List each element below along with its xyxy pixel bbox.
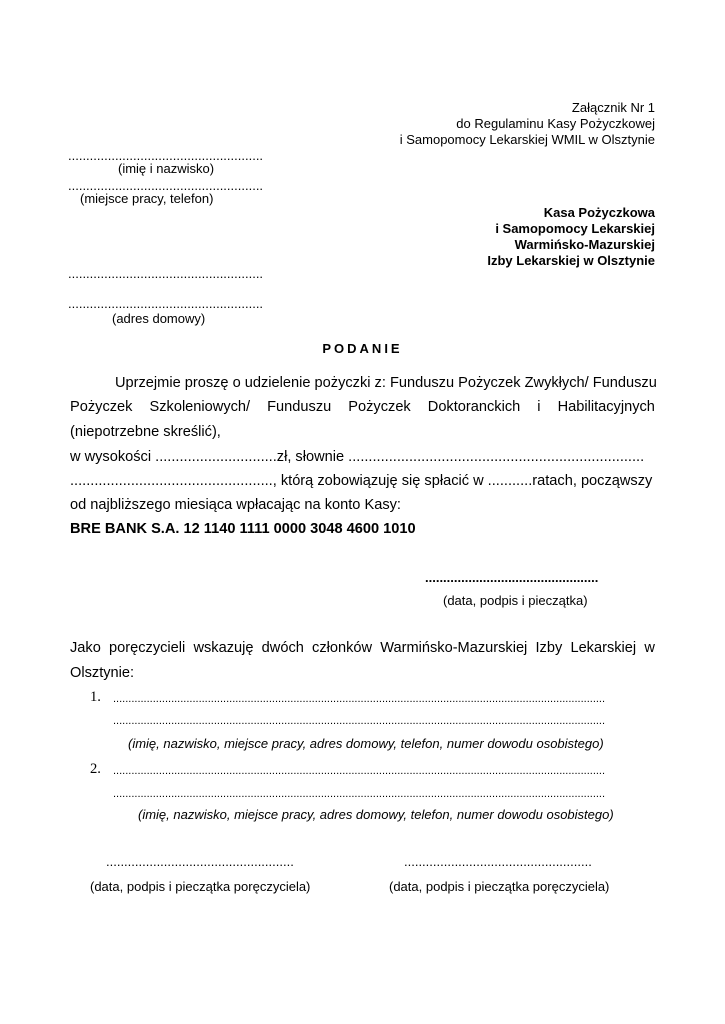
guarantors-intro-word: Jako xyxy=(70,640,101,656)
applicant-signature-dots: ................................................ xyxy=(425,570,599,585)
request-word: i xyxy=(537,399,541,415)
guarantor-1-caption: (imię, nazwisko, miejsce pracy, adres domowy, telefon, numer dowodu osobistego) xyxy=(128,736,604,751)
request-word: Szkoleniowych/ xyxy=(149,399,251,415)
applicant-name-caption: (imię i nazwisko) xyxy=(118,161,215,176)
annex-regulation: do Regulaminu Kasy Pożyczkowej xyxy=(456,116,655,131)
applicant-address-dots-1: ...................................................... xyxy=(68,266,264,281)
guarantor-1-dots-line-1: ................................................................................................................................................................. xyxy=(113,693,606,705)
guarantors-intro-word: członków xyxy=(312,640,373,656)
guarantors-intro-word: poręczycieli xyxy=(109,640,186,656)
guarantor-2-signature-dots: .................................................... xyxy=(404,854,592,869)
guarantor-2-signature-caption: (data, podpis i pieczątka poręczyciela) xyxy=(389,879,610,894)
guarantors-intro-word: w xyxy=(644,640,655,656)
recipient-address xyxy=(487,205,655,269)
guarantors-intro-word: Lekarskiej xyxy=(570,640,637,656)
annex-organization: i Samopomocy Lekarskiej WMIL w Olsztynie xyxy=(399,132,655,147)
request-line-2 xyxy=(70,398,655,416)
guarantors-intro-word: Izby xyxy=(535,640,563,656)
guarantor-1-signature-caption: (data, podpis i pieczątka poręczyciela) xyxy=(90,879,311,894)
request-line-3: (niepotrzebne skreślić), xyxy=(70,424,221,440)
request-word: Pożyczek xyxy=(348,399,411,415)
annex-number: Załącznik Nr 1 xyxy=(571,100,655,115)
guarantor-2-dots-line-2: ................................................................................................................................................................. xyxy=(113,788,606,800)
guarantor-1-number: 1. xyxy=(90,689,101,705)
applicant-address-dots-2: ...................................................... xyxy=(68,296,264,311)
account-intro-line: od najbliższego miesiąca wpłacając na konto Kasy: xyxy=(70,497,401,513)
recipient-line-1: Kasa Pożyczkowa xyxy=(543,205,655,220)
guarantors-intro-word: Warmińsko-Mazurskiej xyxy=(380,640,528,656)
guarantor-2-number: 2. xyxy=(90,761,101,777)
guarantors-intro-line-2: Olsztynie: xyxy=(70,665,135,681)
guarantor-1-dots-line-2: ................................................................................................................................................................. xyxy=(113,715,606,727)
guarantor-2-caption: (imię, nazwisko, miejsce pracy, adres domowy, telefon, numer dowodu osobistego) xyxy=(138,807,614,822)
applicant-signature-caption: (data, podpis i pieczątka) xyxy=(443,593,588,608)
installments-line: .................................................., którą zobowiązuję się spłacić w ...........ratach, począwszy xyxy=(70,473,653,489)
request-word: Doktoranckich xyxy=(427,399,521,415)
guarantor-2-dots-line-1: ................................................................................................................................................................. xyxy=(113,765,606,777)
recipient-line-4: Izby Lekarskiej w Olsztynie xyxy=(487,253,655,268)
annex-header xyxy=(400,100,655,148)
document-title: PODANIE xyxy=(322,341,403,356)
request-line-1: Uprzejmie proszę o udzielenie pożyczki z: Funduszu Pożyczek Zwykłych/ Funduszu xyxy=(115,375,657,391)
recipient-line-3: Warmińsko-Mazurskiej xyxy=(514,237,655,252)
applicant-address-caption: (adres domowy) xyxy=(112,311,206,326)
applicant-work-dots: ...................................................... xyxy=(68,178,264,193)
loan-amount-line: w wysokości ..............................zł, słownie ......................................................................... xyxy=(70,449,645,465)
request-word: Pożyczek xyxy=(70,399,133,415)
request-word: Habilitacyjnych xyxy=(557,399,655,415)
applicant-work-caption: (miejsce pracy, telefon) xyxy=(80,191,214,206)
guarantors-intro-word: wskazuję xyxy=(193,640,254,656)
request-word: Funduszu xyxy=(267,399,332,415)
guarantors-intro-word: dwóch xyxy=(261,640,304,656)
recipient-line-2: i Samopomocy Lekarskiej xyxy=(495,221,655,236)
applicant-name-dots: ...................................................... xyxy=(68,148,264,163)
guarantor-1-signature-dots: .................................................... xyxy=(106,854,294,869)
guarantors-intro-line-1 xyxy=(70,639,655,657)
bank-account-number: BRE BANK S.A. 12 1140 1111 0000 3048 4600 1010 xyxy=(70,521,416,537)
